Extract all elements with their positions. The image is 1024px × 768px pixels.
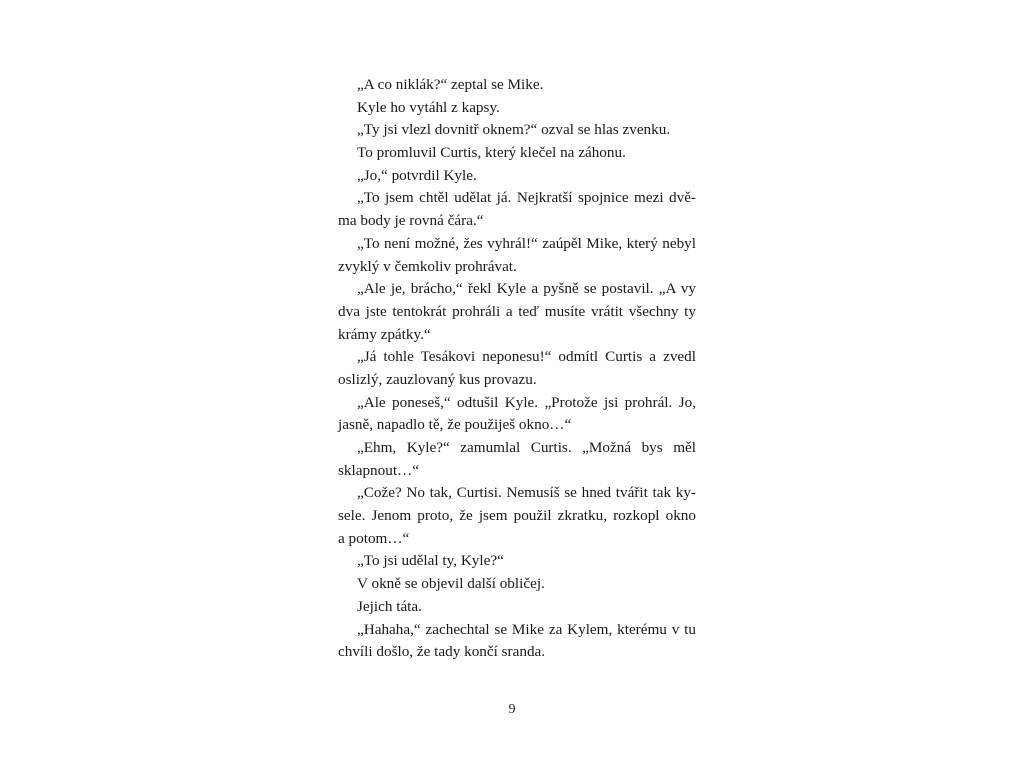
text-line: „Jo,“ potvrdil Kyle.	[357, 166, 477, 184]
text-line: „To jsi udělal ty, Kyle?“	[357, 552, 504, 570]
text-line: „To jsem chtěl udělat já. Nejkratší spojnice mezi dvě-	[357, 189, 696, 207]
text-line: „Hahaha,“ zachechtal se Mike za Kylem, kterému v tu	[357, 620, 696, 638]
text-line: „A co niklák?“ zeptal se Mike.	[357, 76, 544, 93]
text-line: sklapnout…“	[338, 461, 419, 479]
text-line: dva jste tentokrát prohráli a teď musíte vrátit všechny ty	[338, 302, 696, 320]
text-line: chvíli došlo, že tady končí sranda.	[338, 643, 546, 661]
text-line: sele. Jenom proto, že jsem použil zkratku, rozkopl okno	[338, 507, 696, 525]
text-line: oslizlý, zauzlovaný kus provazu.	[338, 370, 537, 388]
text-line: „Ehm, Kyle?“ zamumlal Curtis. „Možná bys měl	[357, 439, 696, 456]
text-line: zvyklý v čemkoliv prohrávat.	[338, 257, 517, 275]
text-line: „Ale poneseš,“ odtušil Kyle. „Protože jsi prohrál. Jo,	[357, 393, 696, 411]
text-line: „Cože? No tak, Curtisi. Nemusíš se hned tvářit tak ky-	[357, 484, 696, 502]
text-line: Kyle ho vytáhl z kapsy.	[357, 98, 500, 116]
text-line: To promluvil Curtis, který klečel na záhonu.	[357, 144, 626, 162]
text-line: „Ty jsi vlezl dovnitř oknem?“ ozval se hlas zvenku.	[357, 121, 671, 139]
text-line: krámy zpátky.“	[338, 325, 431, 343]
text-line: „To není možné, žes vyhrál!“ zaúpěl Mike, který nebyl	[357, 234, 696, 252]
text-line: jasně, napadlo tě, že použiješ okno…“	[338, 416, 572, 434]
text-line: „Ale je, brácho,“ řekl Kyle a pyšně se postavil. „A vy	[357, 280, 696, 298]
text-line: a potom…“	[338, 529, 410, 547]
body-text	[338, 74, 696, 664]
text-line: V okně se objevil další obličej.	[357, 575, 545, 593]
text-line: „Já tohle Tesákovi neponesu!“ odmítl Curtis a zvedl	[357, 348, 696, 366]
text-line: Jejich táta.	[357, 597, 422, 615]
text-line: ma body je rovná čára.“	[338, 212, 484, 230]
page-number: 9	[508, 702, 516, 717]
